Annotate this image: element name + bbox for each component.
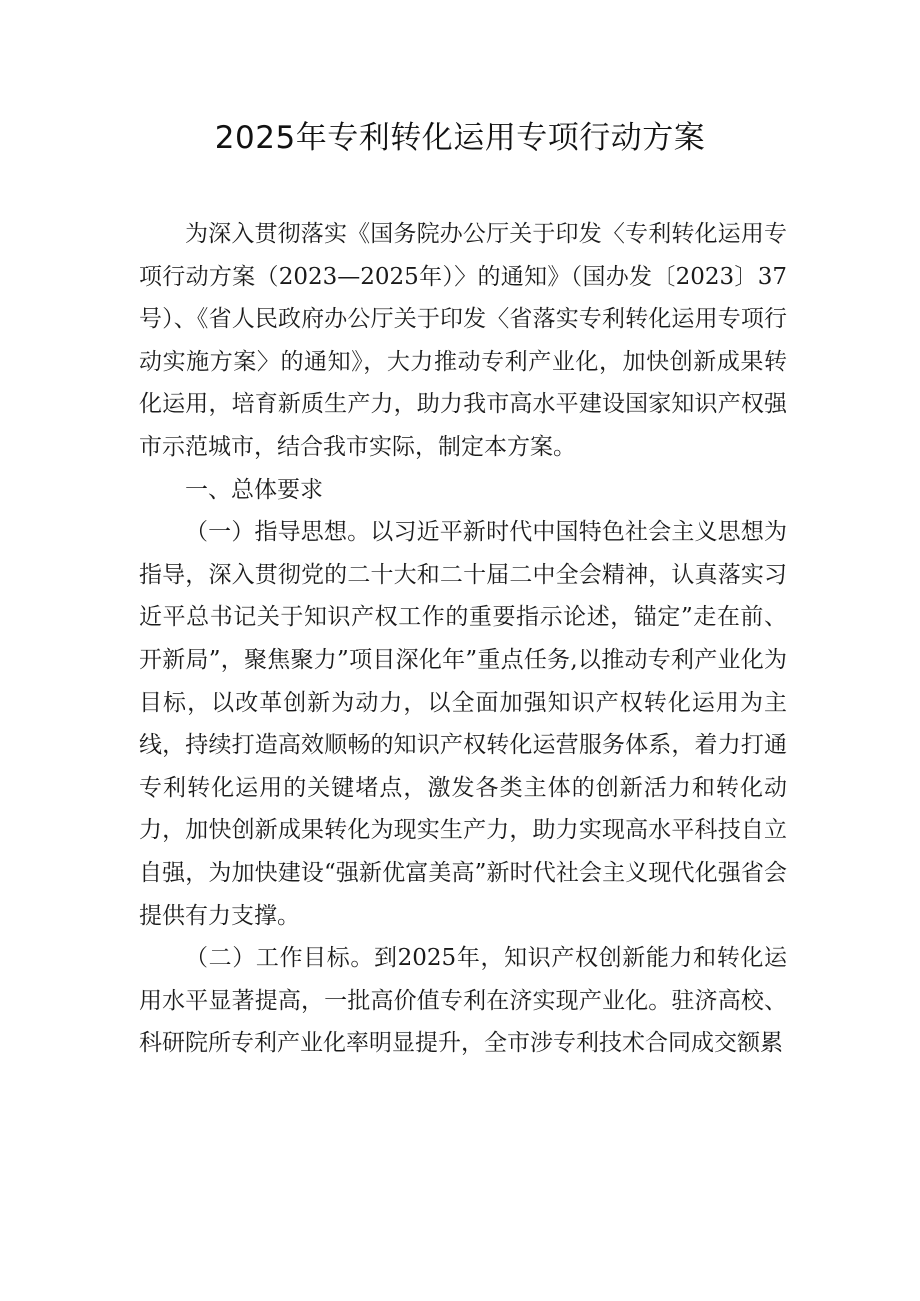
intro-paragraph: 为深入贯彻落实《国务院办公厅关于印发〈专利转化运用专项行动方案（2023—2025年）〉的通知》（国办发〔2023〕37号）、《省人民政府办公厅关于印发〈省落实专利转化运用专项行动实施方案〉的通知》，大力推动专利产业化，加快创新成果转化运用，培育新质生产力，助力我市高水平建设国家知识产权强市示范城市，结合我市实际，制定本方案。 <box>139 221 787 460</box>
document-body <box>139 213 787 1065</box>
document-title: 2025年专利转化运用专项行动方案 <box>214 120 706 156</box>
guiding-thought-paragraph: （一）指导思想。以习近平新时代中国特色社会主义思想为指导，深入贯彻党的二十大和二十届二中全会精神，认真落实习近平总书记关于知识产权工作的重要指示论述，锚定”走在前、开新局”，聚焦聚力”项目深化年”重点任务,以推动专利产业化为目标，以改革创新为动力，以全面加强知识产权转化运用为主线，持续打造高效顺畅的知识产权转化运营服务体系，着力打通专利转化运用的关键堵点，激发各类主体的创新活力和转化动力，加快创新成果转化为现实生产力，助力实现高水平科技自立自强，为加快建设“强新优富美高”新时代社会主义现代化强省会提供有力支撑。 <box>139 519 787 929</box>
section-heading-general-requirements: 一、总体要求 <box>185 476 323 503</box>
work-goal-paragraph: （二）工作目标。到2025年，知识产权创新能力和转化运用水平显著提高，一批高价值专利在济实现产业化。驻济高校、科研院所专利产业化率明显提升，全市涉专利技术合同成交额累 <box>139 945 787 1057</box>
